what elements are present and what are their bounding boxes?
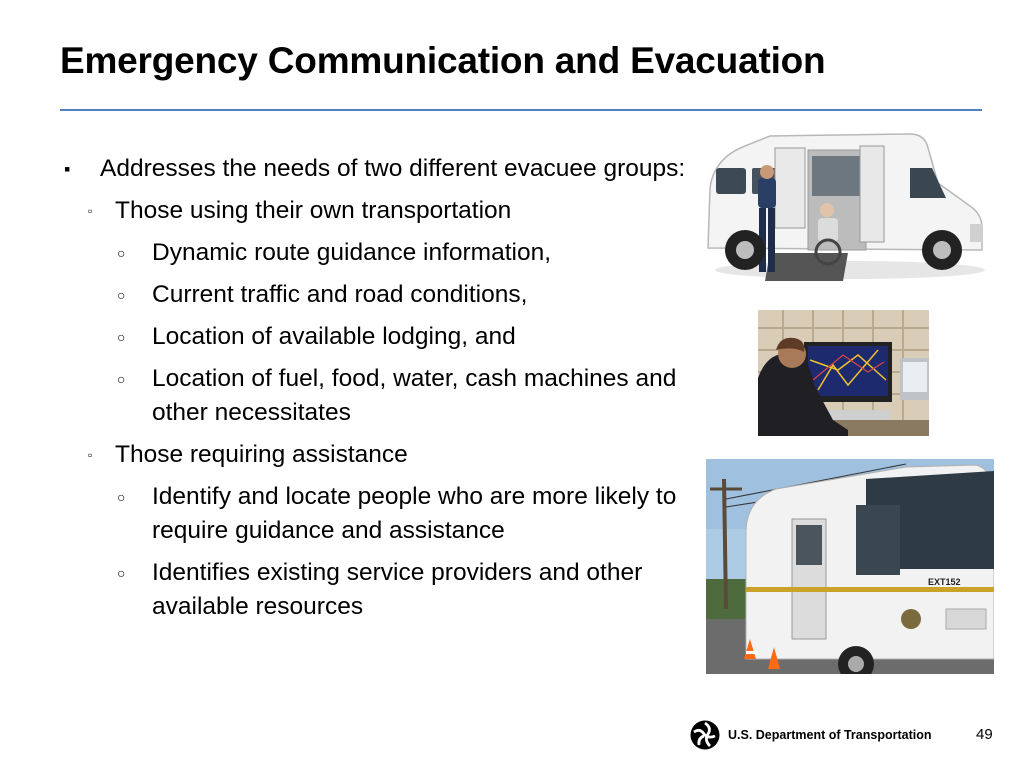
bullet-item [60, 480, 690, 548]
bullet-item-text: Identify and locate people who are more likely to require guidance and assistance [152, 483, 677, 544]
bullet-item [60, 278, 690, 312]
bullet-item [60, 236, 690, 270]
square-bullet-icon: ▪ [64, 159, 71, 179]
department-name: U.S. Department of Transportation [728, 728, 932, 742]
bullet-group-1 [60, 194, 690, 228]
bullet-item [60, 362, 690, 430]
circle-bullet-icon: ○ [117, 565, 126, 581]
circle-bullet-icon: ○ [117, 329, 126, 345]
circle-bullet-icon: ○ [117, 287, 126, 303]
bullet-item-text: Location of fuel, food, water, cash machines and other necessitates [152, 365, 677, 426]
title-divider [60, 109, 982, 111]
bullet-main [60, 152, 690, 186]
bullet-group-1-text: Those using their own transportation [115, 197, 512, 224]
hollow-square-bullet-icon: ▫ [88, 448, 93, 462]
circle-bullet-icon: ○ [117, 489, 126, 505]
bullet-item [60, 556, 690, 624]
wheelchair-van-photo [700, 128, 986, 288]
circle-bullet-icon: ○ [117, 245, 126, 261]
bullet-item-text: Identifies existing service providers and other available resources [152, 559, 643, 620]
slide-title: Emergency Communication and Evacuation [60, 40, 826, 81]
hollow-square-bullet-icon: ▫ [88, 204, 93, 218]
emergency-bus-photo [706, 459, 994, 674]
circle-bullet-icon: ○ [117, 371, 126, 387]
footer [690, 718, 932, 752]
bullet-item-text: Location of available lodging, and [152, 323, 516, 350]
bullet-main-text: Addresses the needs of two different evacuee groups: [100, 155, 686, 182]
traffic-operator-photo [758, 310, 929, 436]
page-number: 49 [976, 726, 993, 743]
bus-label-text: EXT152 [928, 577, 961, 587]
bullet-item-text: Current traffic and road conditions, [152, 281, 528, 308]
bullet-group-2 [60, 438, 690, 472]
bullet-item-text: Dynamic route guidance information, [152, 239, 552, 266]
dot-logo-icon [690, 720, 720, 750]
bullet-group-2-text: Those requiring assistance [115, 441, 408, 468]
bullet-item [60, 320, 690, 354]
bullet-list [60, 152, 690, 624]
